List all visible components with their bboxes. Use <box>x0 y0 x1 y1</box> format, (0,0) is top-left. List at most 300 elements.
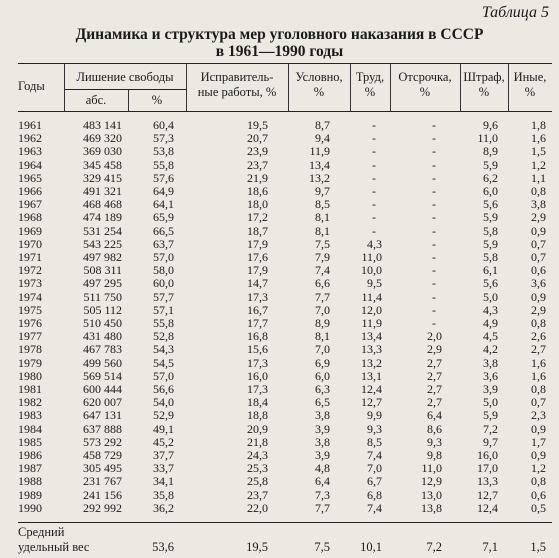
cell-prison-abs: 231 767 <box>83 474 122 489</box>
cell-prison-abs: 491 321 <box>83 184 122 198</box>
cell-prison-pct: 64,9 <box>153 184 174 198</box>
cell-conditional: 3,9 <box>315 421 330 436</box>
cell-prison-pct: 65,9 <box>153 210 174 225</box>
cell-other: 0,7 <box>531 236 546 251</box>
footer-value: 7,1 <box>482 540 498 554</box>
cell-other: 1,2 <box>531 157 546 172</box>
cell-conditional: 13,2 <box>309 170 330 185</box>
cell-corrective: 20,7 <box>247 131 268 146</box>
cell-other: 1,6 <box>531 131 546 146</box>
table-title-line-1: Динамика и структура мер уголовного наказания в СССР <box>75 26 484 43</box>
cell-deferral: - <box>432 131 436 146</box>
cell-prison-pct: 54,0 <box>153 395 174 410</box>
cell-other: 0,5 <box>531 500 546 515</box>
header-prison: Лишение свободы <box>76 70 174 84</box>
cell-fine: 9,6 <box>483 118 498 132</box>
cell-deferral: 11,0 <box>421 461 442 476</box>
cell-fine: 4,9 <box>483 316 498 330</box>
cell-deferral: - <box>432 197 436 212</box>
cell-year: 1970 <box>18 236 42 251</box>
cell-prison-abs: 431 480 <box>83 329 122 344</box>
footer-label-line-1: Средний <box>18 525 65 539</box>
cell-deferral: 2,7 <box>427 355 442 370</box>
cell-labor: 6,8 <box>367 487 382 502</box>
cell-deferral: - <box>432 144 436 159</box>
cell-year: 1989 <box>18 487 42 502</box>
cell-corrective: 17,3 <box>247 382 268 396</box>
cell-prison-abs: 497 982 <box>83 250 122 264</box>
cell-year: 1987 <box>18 461 42 476</box>
footer-value: 10,1 <box>360 540 382 554</box>
cell-fine: 6,1 <box>483 263 498 278</box>
cell-prison-pct: 55,8 <box>153 157 174 172</box>
cell-deferral: - <box>432 184 436 198</box>
cell-other: 2,9 <box>531 210 546 225</box>
cell-other: 0,7 <box>531 250 546 264</box>
cell-other: 0,8 <box>531 184 546 198</box>
subheader-rule <box>64 89 186 90</box>
cell-deferral: 2,7 <box>427 382 442 396</box>
body-bottom-rule <box>18 522 552 523</box>
cell-corrective: 18,8 <box>247 408 268 423</box>
cell-prison-pct: 35,8 <box>153 487 174 502</box>
cell-other: 1,6 <box>531 368 546 383</box>
cell-conditional: 6,5 <box>315 395 330 410</box>
cell-prison-pct: 57,0 <box>153 250 174 264</box>
cell-corrective: 24,3 <box>247 448 268 462</box>
cell-labor: - <box>372 210 376 225</box>
cell-year: 1980 <box>18 368 42 383</box>
cell-year: 1977 <box>18 329 42 344</box>
cell-corrective: 17,2 <box>247 210 268 225</box>
cell-deferral: - <box>432 118 436 132</box>
cell-prison-pct: 58,0 <box>153 263 174 278</box>
cell-corrective: 18,7 <box>247 223 268 238</box>
cell-deferral: - <box>432 316 436 330</box>
cell-prison-abs: 620 007 <box>83 395 122 410</box>
cell-prison-abs: 510 450 <box>83 316 122 330</box>
cell-other: 1,5 <box>531 144 546 159</box>
cell-corrective: 17,9 <box>247 263 268 278</box>
cell-prison-pct: 56,6 <box>153 382 174 396</box>
cell-other: 3,8 <box>531 197 546 212</box>
cell-prison-abs: 305 495 <box>83 461 122 476</box>
cell-corrective: 18,4 <box>247 395 268 410</box>
cell-other: 0,8 <box>531 382 546 396</box>
table-label: Таблица 5 <box>481 4 549 21</box>
cell-deferral: 6,4 <box>427 408 442 423</box>
cell-conditional: 8,1 <box>315 223 330 238</box>
cell-deferral: - <box>432 157 436 172</box>
cell-fine: 17,0 <box>477 461 498 476</box>
cell-prison-abs: 497 295 <box>83 276 122 291</box>
cell-conditional: 6,0 <box>315 368 330 383</box>
cell-deferral: - <box>432 302 436 317</box>
cell-prison-pct: 57,3 <box>153 131 174 146</box>
cell-labor: - <box>372 223 376 238</box>
cell-labor: 11,4 <box>361 289 382 304</box>
header-prison-abs: абс. <box>85 93 107 107</box>
header-corrective-line-2: ные работы, % <box>197 85 277 99</box>
cell-labor: 9,9 <box>367 408 382 423</box>
cell-deferral: 9,3 <box>427 434 442 449</box>
cell-labor: 7,4 <box>367 500 382 515</box>
cell-other: 0,8 <box>531 474 546 489</box>
cell-corrective: 23,7 <box>247 157 268 172</box>
cell-conditional: 7,7 <box>315 500 330 515</box>
cell-prison-pct: 37,7 <box>153 448 174 462</box>
cell-conditional: 7,5 <box>315 236 330 251</box>
cell-prison-pct: 60,0 <box>153 276 174 291</box>
cell-fine: 5,0 <box>483 289 498 304</box>
cell-conditional: 3,8 <box>315 408 330 423</box>
cell-prison-pct: 60,4 <box>153 118 174 132</box>
cell-fine: 3,9 <box>483 382 498 396</box>
cell-prison-pct: 54,5 <box>153 355 174 370</box>
cell-labor: 10,0 <box>361 263 382 278</box>
cell-other: 2,7 <box>531 342 546 357</box>
cell-prison-abs: 508 311 <box>83 263 122 278</box>
cell-deferral: 2,7 <box>427 368 442 383</box>
cell-other: 1,8 <box>531 118 546 132</box>
header-other-line-1: Иные, <box>513 70 547 84</box>
cell-fine: 4,2 <box>483 342 498 357</box>
cell-other: 0,9 <box>531 421 546 436</box>
cell-other: 0,6 <box>531 263 546 278</box>
cell-labor: 13,1 <box>361 368 382 383</box>
cell-prison-abs: 511 750 <box>83 289 122 304</box>
cell-corrective: 17,9 <box>247 236 268 251</box>
cell-year: 1969 <box>18 223 42 238</box>
cell-conditional: 7,0 <box>315 342 330 357</box>
cell-prison-pct: 53,8 <box>153 144 174 159</box>
header-labor-line-1: Труд, <box>355 70 385 84</box>
cell-prison-pct: 63,7 <box>153 236 174 251</box>
cell-prison-pct: 57,1 <box>153 302 174 317</box>
cell-corrective: 23,7 <box>247 487 268 502</box>
header-prison-pct: % <box>151 93 163 107</box>
cell-fine: 3,8 <box>483 355 498 370</box>
cell-conditional: 7,0 <box>315 302 330 317</box>
cell-fine: 11,0 <box>477 131 498 146</box>
cell-other: 2,6 <box>531 329 546 344</box>
cell-deferral: 12,9 <box>421 474 442 489</box>
cell-year: 1982 <box>18 395 42 410</box>
cell-conditional: 9,4 <box>315 131 330 146</box>
cell-fine: 6,0 <box>483 184 498 198</box>
cell-corrective: 25,3 <box>247 461 268 476</box>
cell-year: 1973 <box>18 276 42 291</box>
cell-deferral: 2,9 <box>427 342 442 357</box>
table-title-line-2: в 1961—1990 годы <box>215 43 344 60</box>
cell-prison-pct: 66,5 <box>153 223 174 238</box>
cell-prison-pct: 55,8 <box>153 316 174 330</box>
cell-deferral: - <box>432 250 436 264</box>
cell-labor: 12,4 <box>361 382 382 396</box>
cell-year: 1967 <box>18 197 42 212</box>
cell-labor: 11,9 <box>361 316 382 330</box>
cell-deferral: - <box>432 276 436 291</box>
cell-other: 3,6 <box>531 276 546 291</box>
header-deferral-line-2: % <box>419 85 431 99</box>
cell-prison-pct: 49,1 <box>153 421 174 436</box>
cell-other: 0,9 <box>531 289 546 304</box>
cell-prison-pct: 45,2 <box>153 434 174 449</box>
cell-fine: 5,6 <box>483 276 498 291</box>
cell-prison-pct: 54,3 <box>153 342 174 357</box>
cell-other: 0,8 <box>531 316 546 330</box>
cell-prison-abs: 543 225 <box>83 236 122 251</box>
cell-prison-abs: 573 292 <box>83 434 122 449</box>
cell-labor: - <box>372 118 376 132</box>
cell-year: 1978 <box>18 342 42 357</box>
cell-fine: 12,4 <box>477 500 498 515</box>
cell-corrective: 18,0 <box>247 197 268 212</box>
cell-conditional: 8,7 <box>315 118 330 132</box>
cell-year: 1976 <box>18 316 42 330</box>
cell-conditional: 13,4 <box>309 157 330 172</box>
footer-value: 7,2 <box>426 540 442 554</box>
cell-fine: 12,7 <box>477 487 498 502</box>
cell-corrective: 21,9 <box>247 170 268 185</box>
cell-labor: 8,5 <box>367 434 382 449</box>
cell-corrective: 19,5 <box>247 118 268 132</box>
cell-prison-abs: 647 131 <box>83 408 122 423</box>
cell-prison-abs: 469 320 <box>83 131 122 146</box>
cell-labor: 7,4 <box>367 448 382 462</box>
cell-fine: 5,6 <box>483 197 498 212</box>
cell-prison-pct: 36,2 <box>153 500 174 515</box>
cell-labor: - <box>372 170 376 185</box>
cell-year: 1972 <box>18 263 42 278</box>
cell-labor: 7,0 <box>367 461 382 476</box>
cell-year: 1979 <box>18 355 42 370</box>
footer-value: 7,5 <box>314 540 330 554</box>
cell-other: 0,7 <box>531 395 546 410</box>
cell-corrective: 22,0 <box>247 500 268 515</box>
cell-conditional: 7,9 <box>315 250 330 264</box>
cell-prison-abs: 369 030 <box>83 144 122 159</box>
cell-prison-abs: 467 783 <box>83 342 122 357</box>
cell-conditional: 8,9 <box>315 316 330 330</box>
cell-deferral: - <box>432 210 436 225</box>
cell-labor: - <box>372 131 376 146</box>
cell-other: 0,9 <box>531 223 546 238</box>
cell-labor: - <box>372 197 376 212</box>
cell-labor: - <box>372 184 376 198</box>
cell-labor: - <box>372 144 376 159</box>
cell-conditional: 8,5 <box>315 197 330 212</box>
cell-fine: 13,3 <box>477 474 498 489</box>
cell-corrective: 17,3 <box>247 355 268 370</box>
cell-labor: 12,0 <box>361 302 382 317</box>
cell-prison-pct: 57,0 <box>153 368 174 383</box>
cell-year: 1971 <box>18 250 42 264</box>
cell-other: 1,7 <box>531 434 546 449</box>
cell-fine: 8,9 <box>483 144 498 159</box>
cell-prison-pct: 33,7 <box>153 461 174 476</box>
cell-corrective: 23,9 <box>247 144 268 159</box>
footer-label-line-2: удельный вес <box>18 540 90 554</box>
cell-year: 1990 <box>18 500 42 515</box>
cell-deferral: 13,0 <box>421 487 442 502</box>
cell-conditional: 8,1 <box>315 329 330 344</box>
footer-value: 1,5 <box>530 540 546 554</box>
cell-labor: 13,3 <box>361 342 382 357</box>
cell-corrective: 25,8 <box>247 474 268 489</box>
header-conditional-line-2: % <box>313 85 325 99</box>
cell-fine: 5,8 <box>483 223 498 238</box>
cell-conditional: 4,8 <box>315 461 330 476</box>
cell-deferral: - <box>432 263 436 278</box>
cell-prison-abs: 531 254 <box>83 223 122 238</box>
cell-other: 0,6 <box>531 487 546 502</box>
cell-prison-abs: 474 189 <box>83 210 122 225</box>
cell-year: 1962 <box>18 131 42 146</box>
header-corrective-line-1: Исправитель- <box>200 70 274 84</box>
cell-deferral: - <box>432 289 436 304</box>
cell-corrective: 16,0 <box>247 368 268 383</box>
cell-deferral: 2,0 <box>427 329 442 344</box>
cell-corrective: 21,8 <box>247 434 268 449</box>
cell-corrective: 18,6 <box>247 184 268 198</box>
cell-prison-pct: 34,1 <box>153 474 174 489</box>
header-conditional-line-1: Условно, <box>295 70 343 84</box>
cell-year: 1965 <box>18 170 42 185</box>
cell-prison-pct: 64,1 <box>153 197 174 212</box>
cell-deferral: 13,8 <box>421 500 442 515</box>
cell-fine: 4,3 <box>483 302 498 317</box>
cell-conditional: 7,7 <box>315 289 330 304</box>
cell-corrective: 16,7 <box>247 302 268 317</box>
cell-deferral: 2,7 <box>427 395 442 410</box>
cell-other: 2,3 <box>531 408 546 423</box>
cell-corrective: 14,7 <box>247 276 268 291</box>
cell-year: 1986 <box>18 448 42 462</box>
cell-fine: 5,9 <box>483 408 498 423</box>
cell-fine: 5,8 <box>483 250 498 264</box>
header-fine-line-2: % <box>478 85 490 99</box>
cell-corrective: 20,9 <box>247 421 268 436</box>
cell-conditional: 6,6 <box>315 276 330 291</box>
cell-corrective: 17,6 <box>247 250 268 264</box>
cell-deferral: - <box>432 236 436 251</box>
cell-prison-pct: 57,7 <box>153 289 174 304</box>
cell-year: 1963 <box>18 144 42 159</box>
cell-other: 1,6 <box>531 355 546 370</box>
cell-fine: 7,2 <box>483 421 498 436</box>
cell-conditional: 7,3 <box>315 487 330 502</box>
cell-prison-abs: 483 141 <box>83 118 122 132</box>
cell-year: 1964 <box>18 157 42 172</box>
cell-prison-abs: 468 468 <box>83 197 122 212</box>
cell-fine: 9,7 <box>483 434 498 449</box>
cell-prison-abs: 600 444 <box>83 382 122 396</box>
cell-labor: 9,5 <box>367 276 382 291</box>
cell-labor: 13,4 <box>361 329 382 344</box>
cell-labor: 4,3 <box>367 236 382 251</box>
cell-year: 1985 <box>18 434 42 449</box>
cell-conditional: 6,9 <box>315 355 330 370</box>
cell-prison-abs: 345 458 <box>83 157 122 172</box>
cell-corrective: 16,8 <box>247 329 268 344</box>
cell-fine: 3,6 <box>483 368 498 383</box>
cell-other: 1,2 <box>531 461 546 476</box>
cell-conditional: 9,7 <box>315 184 330 198</box>
cell-conditional: 8,1 <box>315 210 330 225</box>
cell-year: 1981 <box>18 382 42 396</box>
cell-prison-abs: 637 888 <box>83 421 122 436</box>
header-other-line-2: % <box>524 85 536 99</box>
cell-year: 1974 <box>18 289 42 304</box>
cell-conditional: 6,4 <box>315 474 330 489</box>
cell-fine: 16,0 <box>477 448 498 462</box>
cell-corrective: 15,6 <box>247 342 268 357</box>
header-labor-line-2: % <box>364 85 376 99</box>
cell-year: 1968 <box>18 210 42 225</box>
cell-year: 1983 <box>18 408 42 423</box>
cell-conditional: 7,4 <box>315 263 330 278</box>
cell-deferral: 9,8 <box>427 448 442 462</box>
cell-conditional: 6,3 <box>315 382 330 396</box>
cell-fine: 4,5 <box>483 329 498 344</box>
header-bottom-rule <box>18 111 552 112</box>
cell-fine: 5,0 <box>483 395 498 410</box>
cell-labor: 6,7 <box>367 474 382 489</box>
cell-fine: 5,9 <box>483 210 498 225</box>
cell-year: 1984 <box>18 421 42 436</box>
cell-prison-pct: 52,8 <box>153 329 174 344</box>
cell-corrective: 17,3 <box>247 289 268 304</box>
cell-other: 0,9 <box>531 448 546 462</box>
header-fine-line-1: Штраф, <box>463 70 505 84</box>
cell-prison-abs: 329 415 <box>83 170 122 185</box>
cell-prison-abs: 499 560 <box>83 355 122 370</box>
cell-year: 1988 <box>18 474 42 489</box>
cell-conditional: 11,9 <box>309 144 330 159</box>
cell-fine: 5,9 <box>483 236 498 251</box>
top-rule <box>18 63 552 64</box>
cell-fine: 6,2 <box>483 170 498 185</box>
cell-prison-abs: 292 992 <box>83 500 122 515</box>
cell-year: 1961 <box>18 118 42 132</box>
cell-deferral: - <box>432 170 436 185</box>
cell-prison-abs: 458 729 <box>83 448 122 462</box>
cell-conditional: 3,8 <box>315 434 330 449</box>
header-deferral-line-1: Отсрочка, <box>398 70 452 84</box>
cell-prison-abs: 505 112 <box>83 302 122 317</box>
cell-fine: 5,9 <box>483 157 498 172</box>
cell-labor: 11,0 <box>361 250 382 264</box>
cell-deferral: 8,6 <box>427 421 442 436</box>
cell-labor: 13,2 <box>361 355 382 370</box>
cell-conditional: 3,9 <box>315 448 330 462</box>
footer-value: 53,6 <box>152 540 174 554</box>
cell-prison-abs: 241 156 <box>83 487 122 502</box>
header-years: Годы <box>18 79 45 93</box>
cell-year: 1975 <box>18 302 42 317</box>
cell-corrective: 17,7 <box>247 316 268 330</box>
cell-prison-pct: 57,6 <box>153 170 174 185</box>
cell-other: 2,9 <box>531 302 546 317</box>
cell-year: 1966 <box>18 184 42 198</box>
cell-other: 1,1 <box>531 170 546 185</box>
cell-labor: 9,3 <box>367 421 382 436</box>
cell-labor: - <box>372 157 376 172</box>
footer-value: 19,5 <box>246 540 268 554</box>
cell-labor: 12,7 <box>361 395 382 410</box>
cell-prison-abs: 569 514 <box>83 368 122 383</box>
